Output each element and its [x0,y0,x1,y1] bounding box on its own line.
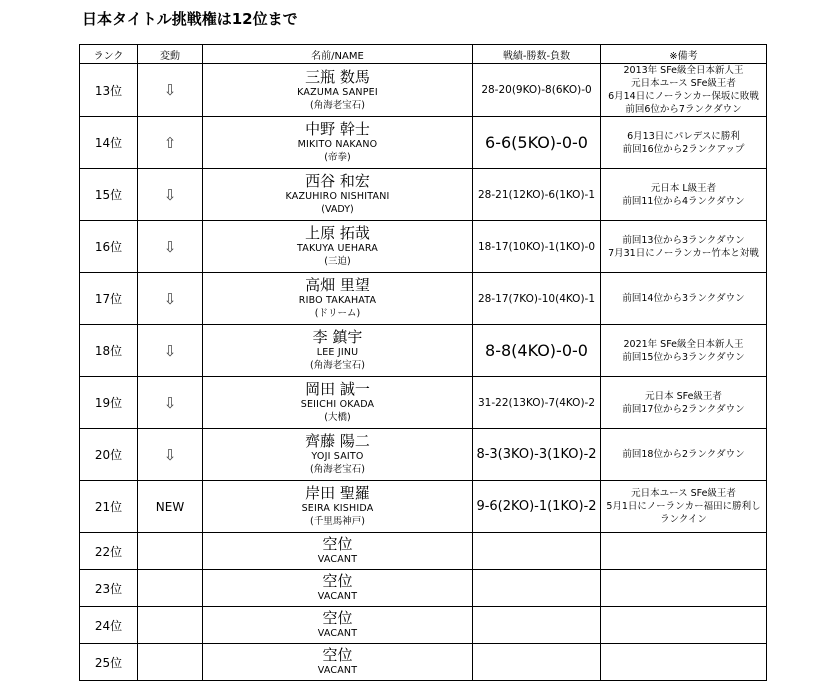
boxer-name-en: MIKITO NAKANO [297,139,378,150]
boxer-name-jp: 西谷 和宏 [305,172,370,190]
record-cell: 8-3(3KO)-3(1KO)-2 [473,429,601,481]
table-row [80,429,767,481]
boxer-name-jp: 岡田 誠一 [305,380,370,398]
boxer-name-en: TAKUYA UEHARA [297,243,378,254]
rank-cell: 25位 [80,644,138,681]
record-cell: 31-22(13KO)-7(4KO)-2 [473,377,601,429]
header-rank: ランク [80,45,138,64]
move-cell [138,117,203,169]
notes-cell [601,429,767,481]
table-row [80,273,767,325]
name-cell [203,273,473,325]
name-cell [203,325,473,377]
note-line: 7月31日にノーランカー竹本と対戦 [608,247,759,259]
rank-cell: 18位 [80,325,138,377]
name-cell [203,64,473,117]
boxer-gym: (VADY) [321,204,354,215]
name-cell [203,429,473,481]
record-cell: 9-6(2KO)-1(1KO)-2 [473,481,601,533]
boxer-name-en: SEIICHI OKADA [300,399,375,410]
note-line: 前回18位から2ランクダウン [622,449,745,460]
move-cell [138,221,203,273]
vacant-label-jp: 空位 [322,535,353,553]
record-cell [473,570,601,607]
boxer-gym: (ドリーム) [314,308,361,319]
table-row [80,533,767,570]
boxer-gym: (三迫) [324,256,351,267]
note-line: 前回17位から2ランクダウン [622,403,745,415]
name-cell [203,570,473,607]
table-row [80,570,767,607]
vacant-label-en: VACANT [317,628,358,639]
note-line: 元日本 SFe級王者 [645,390,722,402]
notes-cell [601,273,767,325]
move-cell [138,325,203,377]
note-line: 前回11位から4ランクダウン [622,195,745,207]
boxer-name-jp: 中野 幹士 [305,120,370,138]
record-cell [473,533,601,570]
header-move: 変動 [138,45,203,64]
move-cell [138,644,203,681]
boxer-name-en: RIBO TAKAHATA [298,295,377,306]
record-cell: 6-6(5KO)-0-0 [473,117,601,169]
rank-cell: 21位 [80,481,138,533]
vacant-label-en: VACANT [317,554,358,565]
vacant-label-jp: 空位 [322,646,353,664]
arrow-down-icon: ⇩ [163,393,177,412]
notes-cell [601,481,767,533]
boxer-gym: (角海老宝石) [310,99,365,111]
note-line: 前回13位から3ランクダウン [622,234,745,246]
rank-cell: 16位 [80,221,138,273]
move-cell [138,533,203,570]
boxer-name-jp: 三瓶 数馬 [305,67,370,86]
boxer-name-en: KAZUHIRO NISHITANI [285,191,390,202]
boxer-name-en: SEIRA KISHIDA [301,503,374,514]
arrow-up-icon: ⇧ [163,133,177,152]
record-cell [473,644,601,681]
boxer-name-en: YOJI SAITO [311,451,364,462]
record-cell: 8-8(4KO)-0-0 [473,325,601,377]
boxer-name-jp: 上原 拓哉 [305,224,370,242]
vacant-label-en: VACANT [317,591,358,602]
boxer-gym: (千里馬神戸) [310,516,365,527]
rank-cell: 23位 [80,570,138,607]
record-cell [473,607,601,644]
move-cell [138,64,203,117]
move-cell [138,273,203,325]
note-line: 6月13日にパレデスに勝利 [627,130,740,142]
arrow-down-icon: ⇩ [163,81,177,99]
rank-cell: 22位 [80,533,138,570]
record-cell: 28-17(7KO)-10(4KO)-1 [473,273,601,325]
name-cell [203,169,473,221]
name-cell [203,377,473,429]
move-cell [138,570,203,607]
name-cell [203,607,473,644]
table-row [80,481,767,533]
rank-cell: 24位 [80,607,138,644]
boxer-name-jp: 齊藤 陽二 [305,432,370,450]
note-line: 5月1日にノーランカー福田に勝利し [606,501,761,512]
note-line: 2021年 SFe級全日本新人王 [623,338,744,350]
note-line: ランクイン [660,514,707,525]
notes-cell [601,607,767,644]
note-line: 2013年 SFe級全日本新人王 [623,65,744,76]
arrow-down-icon: ⇩ [163,237,177,256]
vacant-label-jp: 空位 [322,572,353,590]
table-row [80,325,767,377]
boxer-name-jp: 高畑 里望 [305,276,370,294]
note-line: 6月14日にノーランカー保坂に敗戦 [608,91,759,102]
note-line: 前回15位から3ランクダウン [622,351,745,363]
move-cell [138,429,203,481]
boxer-name-en: LEE JINU [316,347,359,358]
boxer-gym: (角海老宝石) [310,360,365,371]
boxer-gym: (帝拳) [324,152,351,163]
vacant-label-jp: 空位 [322,609,353,627]
name-cell [203,221,473,273]
table-row [80,117,767,169]
table-row [80,169,767,221]
rank-cell: 15位 [80,169,138,221]
notes-cell [601,644,767,681]
boxer-gym: (角海老宝石) [310,464,365,475]
name-cell [203,481,473,533]
name-cell [203,117,473,169]
table-row [80,644,767,681]
note-line: 元日本ユース SFe級王者 [631,78,736,89]
record-cell: 28-20(9KO)-8(6KO)-0 [473,64,601,117]
rank-cell: 14位 [80,117,138,169]
table-row [80,377,767,429]
page-title: 日本タイトル挑戦権は12位まで [82,10,298,28]
boxer-name-jp: 岸田 聖羅 [305,484,370,502]
notes-cell [601,377,767,429]
record-cell: 18-17(10KO)-1(1KO)-0 [473,221,601,273]
arrow-down-icon: ⇩ [163,341,177,360]
table-row [80,607,767,644]
notes-cell [601,64,767,117]
notes-cell [601,221,767,273]
ranking-table [79,44,767,681]
table-row [80,64,767,117]
name-cell [203,644,473,681]
table-header-row [80,45,767,64]
move-cell [138,377,203,429]
name-cell [203,533,473,570]
arrow-down-icon: ⇩ [163,289,177,308]
notes-cell [601,533,767,570]
boxer-gym: (大橋) [324,412,351,423]
note-line: 元日本 L級王者 [650,182,717,194]
arrow-down-icon: ⇩ [163,445,177,464]
note-line: 元日本ユース SFe級王者 [631,488,736,499]
header-notes: ※備考 [601,45,767,64]
move-cell: NEW [138,481,203,533]
note-line: 前回16位から2ランクアップ [622,143,745,155]
table-row [80,221,767,273]
move-cell [138,607,203,644]
move-cell [138,169,203,221]
header-name: 名前/NAME [203,45,473,64]
rank-cell: 19位 [80,377,138,429]
rank-cell: 20位 [80,429,138,481]
note-line: 前回6位から7ランクダウン [625,104,742,115]
notes-cell [601,169,767,221]
notes-cell [601,117,767,169]
boxer-name-jp: 李 鎮宇 [312,328,363,346]
vacant-label-en: VACANT [317,665,358,676]
header-record: 戦績-勝数-負数 [473,45,601,64]
boxer-name-en: KAZUMA SANPEI [297,86,378,98]
notes-cell [601,325,767,377]
notes-cell [601,570,767,607]
rank-cell: 17位 [80,273,138,325]
rank-cell: 13位 [80,64,138,117]
note-line: 前回14位から3ランクダウン [622,293,745,304]
arrow-down-icon: ⇩ [163,185,177,204]
record-cell: 28-21(12KO)-6(1KO)-1 [473,169,601,221]
